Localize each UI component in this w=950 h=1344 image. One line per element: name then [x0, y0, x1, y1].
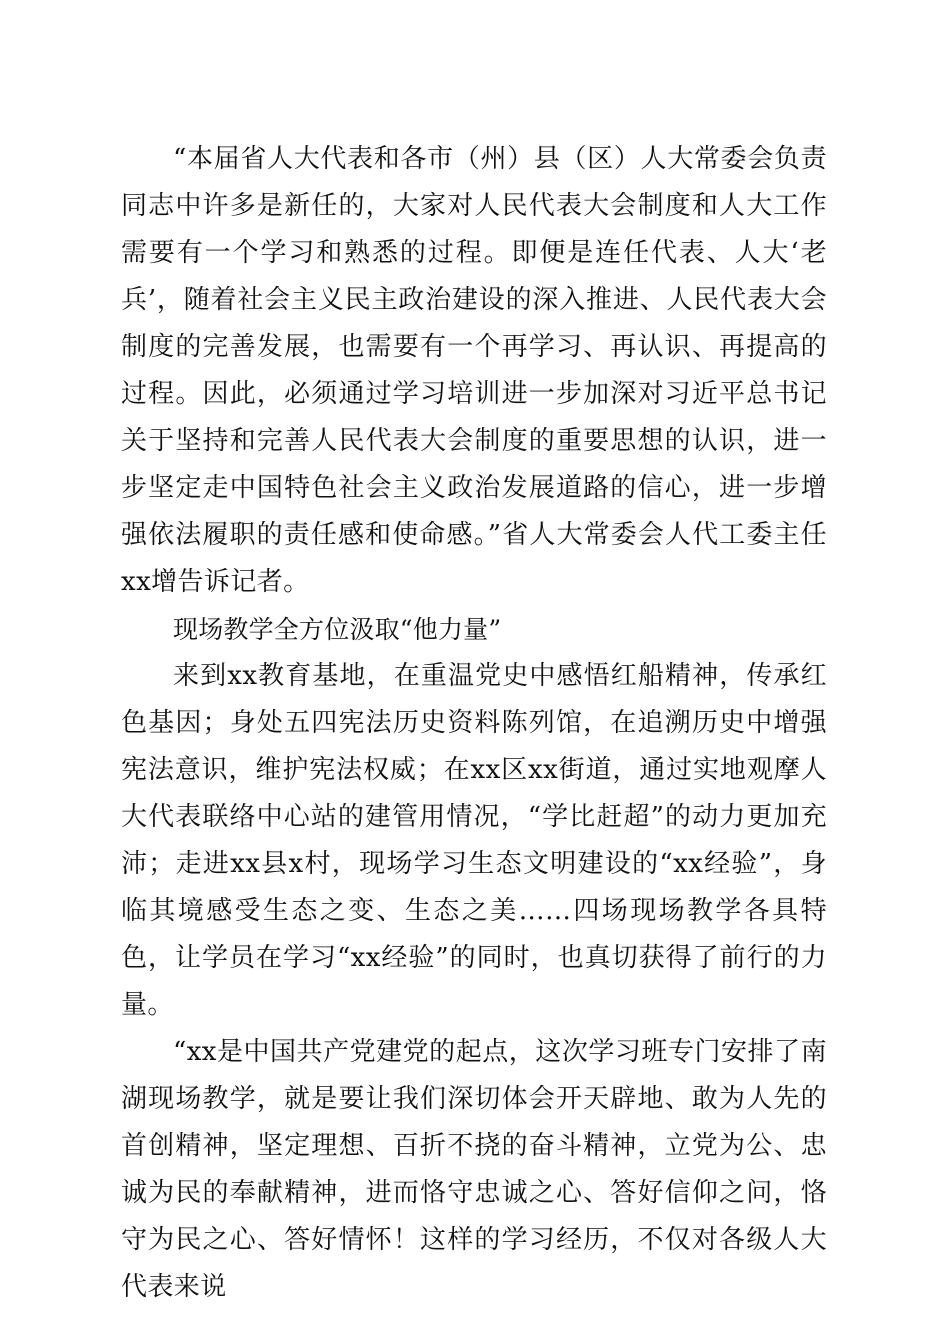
body-paragraph: “本届省人大代表和各市（州）县（区）人大常委会负责同志中许多是新任的，大家对人民代表大会制度和人大工作需要有一个学习和熟悉的过程。即便是连任代表、人大‘老兵’，随着社会主义民主政治建设的深入推进、人民代表大会制度的完善发展，也需要有一个再学习、再认识、再提高的过程。因此，必须通过学习培训进一步加深对习近平总书记关于坚持和完善人民代表大会制度的重要思想的认识，进一步坚定走中国特色社会主义政治发展道路的信心，进一步增强依法履职的责任感和使命感。”省人大常委会人代工委主任xx增告诉记者。 — [121, 144, 827, 597]
document-body — [121, 136, 827, 1311]
body-paragraph: “xx是中国共产党建党的起点，这次学习班专门安排了南湖现场教学，就是要让我们深切体会开天辟地、敢为人先的首创精神，坚定理想、百折不挠的奋斗精神，立党为公、忠诚为民的奉献精神，进而恪守忠诚之心、答好信仰之问，恪守为民之心、答好情怀！这样的学习经历，不仅对各级人大代表来说 — [121, 1037, 827, 1302]
section-heading: 现场教学全方位汲取“他力量” — [173, 615, 502, 644]
body-paragraph: 来到xx教育基地，在重温党史中感悟红船精神，传承红色基因；身处五四宪法历史资料陈列馆，在追溯历史中增强宪法意识，维护宪法权威；在xx区xx街道，通过实地观摩人大代表联络中心站的建管用情况，“学比赶超”的动力更加充沛；走进xx县x村，现场学习生态文明建设的“xx经验”，身临其境感受生态之变、生态之美……四场现场教学各具特色，让学员在学习“xx经验”的同时，也真切获得了前行的力量。 — [121, 661, 827, 1020]
